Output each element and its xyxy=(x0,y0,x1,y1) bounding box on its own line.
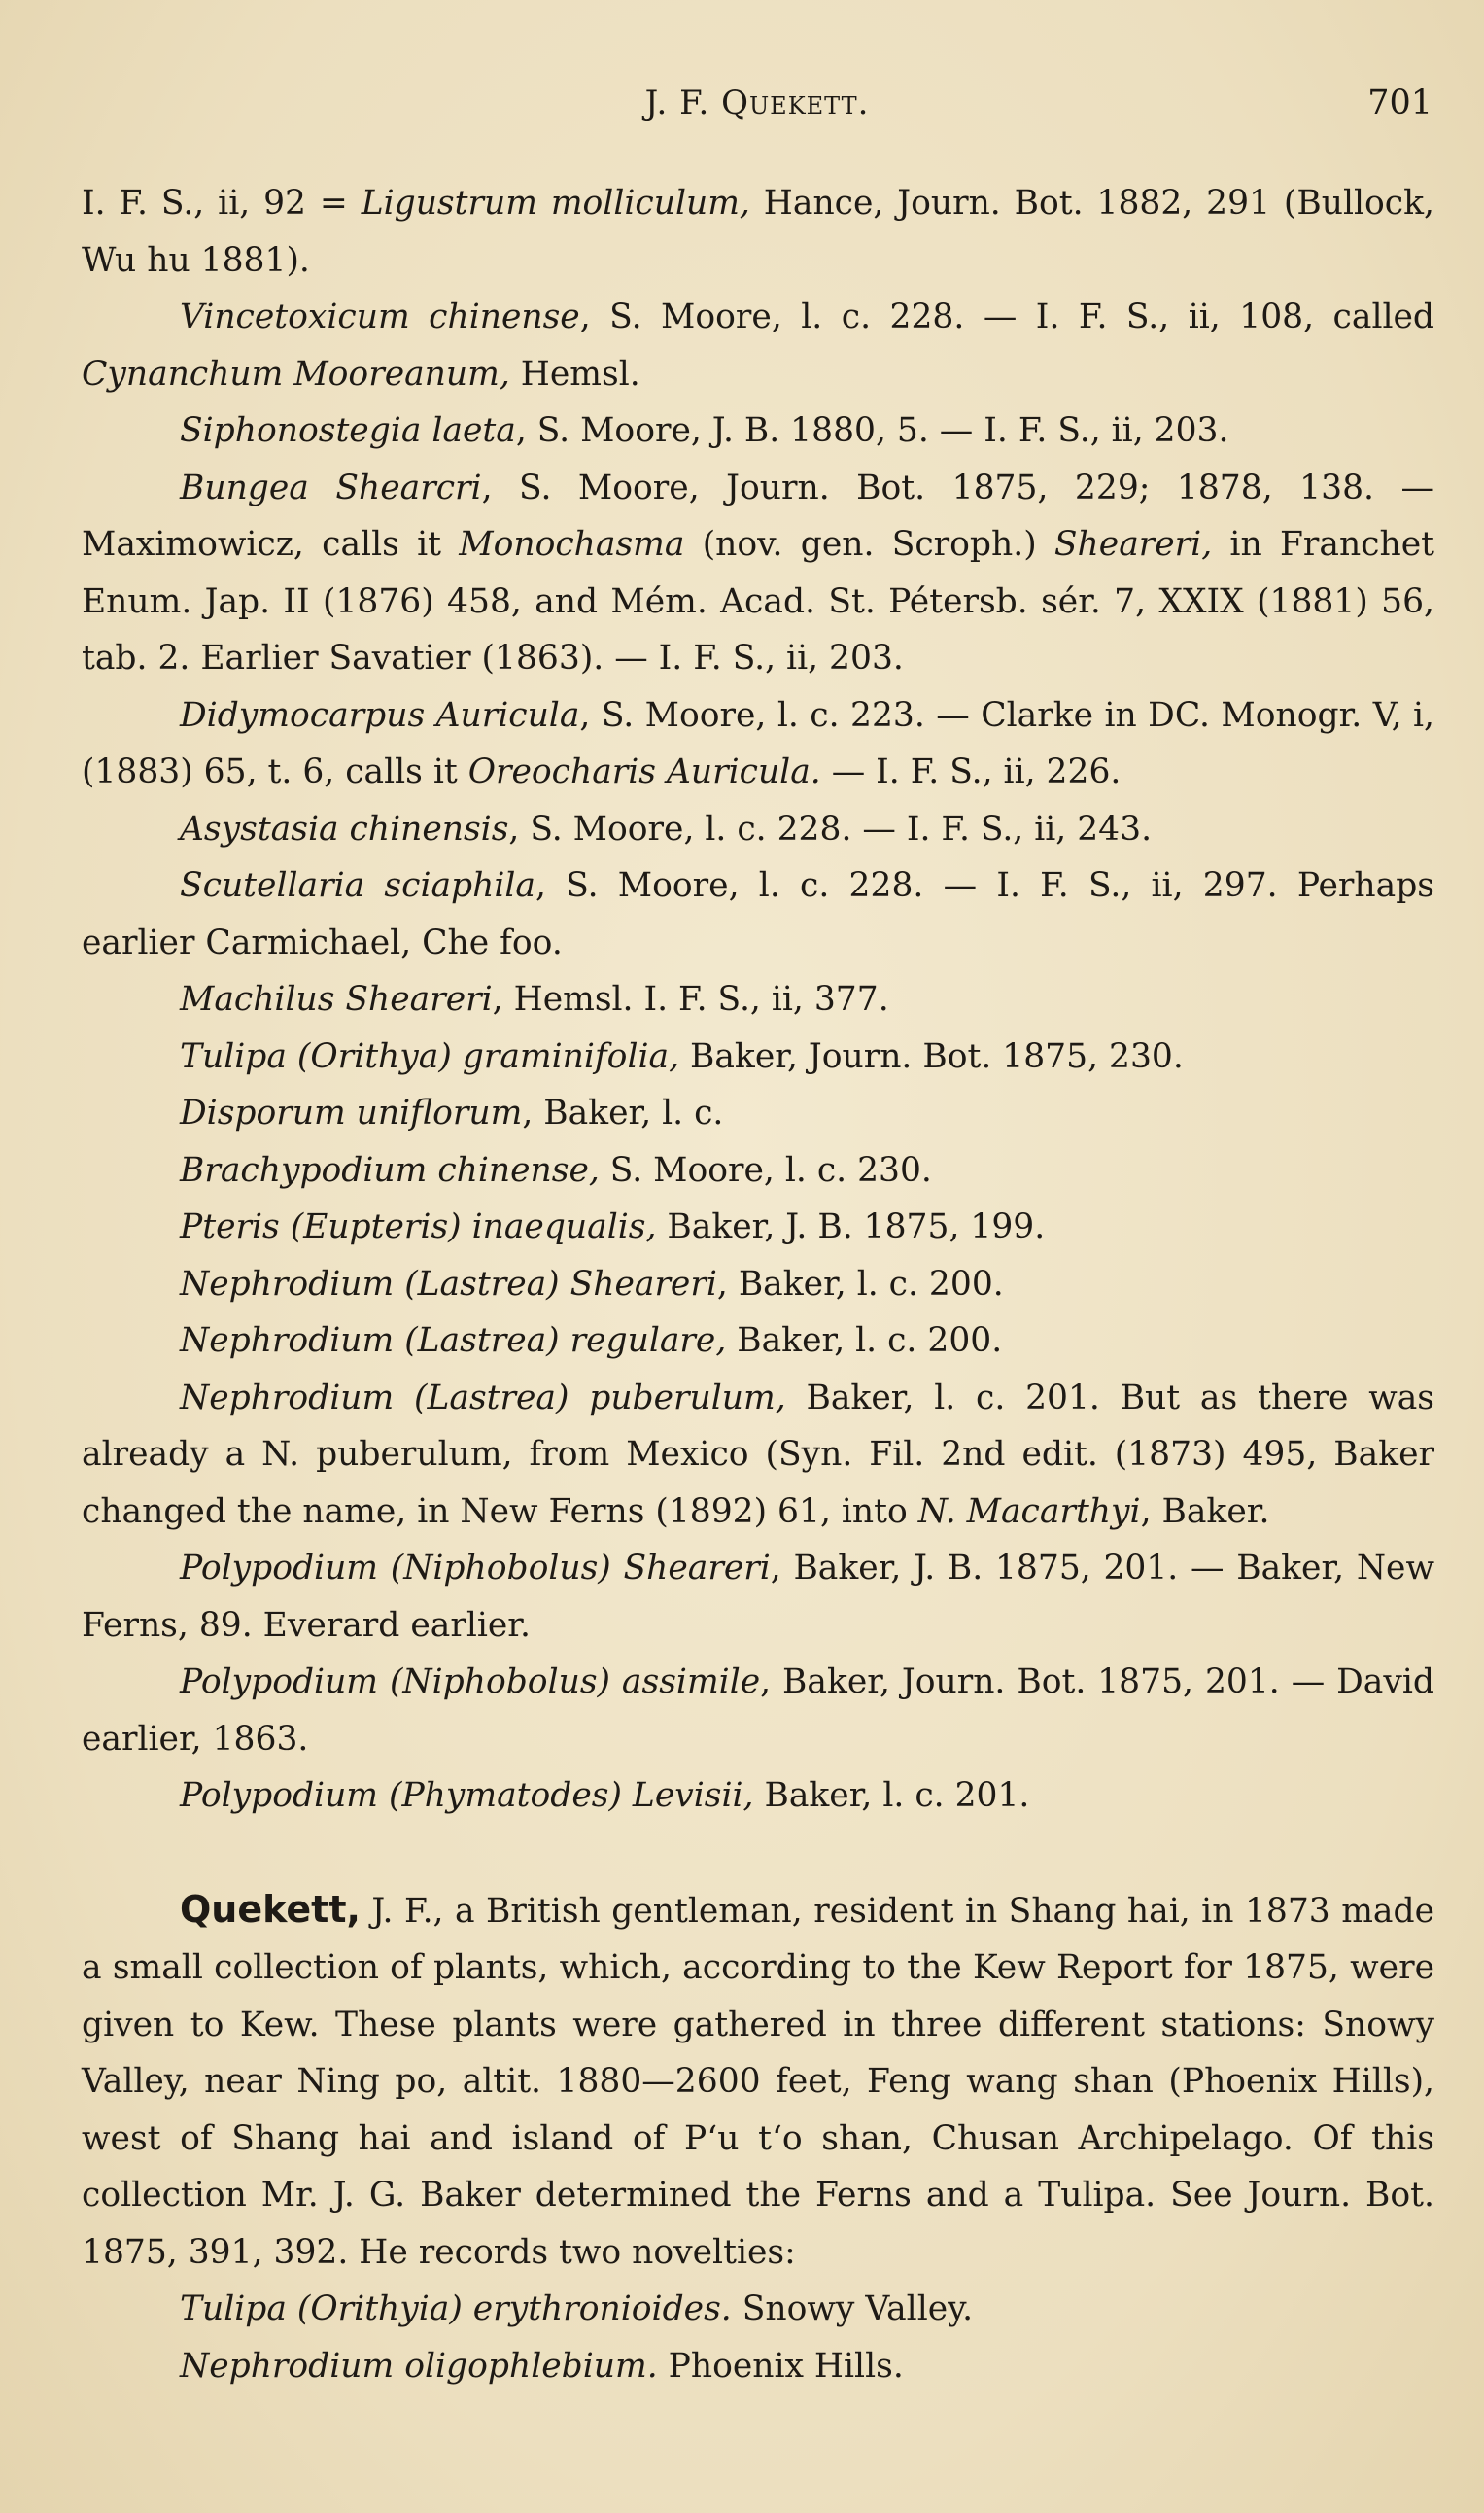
novelty-tulipa: Tulipa (Orithyia) erythronioides. Snowy Valley. xyxy=(180,2289,974,2328)
novelty-nephrodium: Nephrodium oligophlebium. Phoenix Hills. xyxy=(180,2346,904,2386)
entry-machilus: Machilus Sheareri, Hemsl. I. F. S., ii, 377. xyxy=(180,980,889,1019)
entry-bungea: Bungea Shearcri, S. Moore, Journ. Bot. 1875, 229; 1878, 138. — Maximowicz, calls it Monochasma (nov. gen. Scroph.) Sheareri, in Franchet Enum. Jap. II (1876) 458, and Mém. Acad. St. Pétersb. sér. 7, XXIX (1881) 56, tab. 2. Earlier Savatier (1863). — I. F. S., ii, 203. xyxy=(82,468,1434,678)
running-head-text: J. F. Quekett. xyxy=(644,84,870,122)
entry-pteris: Pteris (Eupteris) inaequalis, Baker, J. B. 1875, 199. xyxy=(180,1207,1046,1246)
entry-scutellaria: Scutellaria sciaphila, S. Moore, l. c. 228. — I. F. S., ii, 297. Perhaps earlier Carmichael, Che foo. xyxy=(82,866,1434,962)
biography-paragraph: Quekett, J. F., a British gentleman, resident in Shang hai, in 1873 made a small collection of plants, which, according to the Kew Report for 1875, were given to Kew. These plants were gathered in three different stations: Snowy Valley, near Ning po, altit. 1880—2600 feet, Feng wang shan (Phoenix Hills), west of Shang hai and island of Pʻu tʻo shan, Chusan Archipelago. Of this collection Mr. J. G. Baker determined the Ferns and a Tulipa. See Journ. Bot. 1875, 391, 392. He records two novelties: xyxy=(82,1887,1434,2272)
section-gap xyxy=(82,1825,1434,1881)
entry-nephrodium-regulare: Nephrodium (Lastrea) regulare, Baker, l. c. 200. xyxy=(180,1321,1003,1360)
entry-polypodium-sheareri: Polypodium (Niphobolus) Sheareri, Baker, J. B. 1875, 201. — Baker, New Ferns, 89. Everard earlier. xyxy=(82,1549,1434,1645)
entry-disporum: Disporum uniflorum, Baker, l. c. xyxy=(180,1094,724,1133)
entry-nephrodium-puberulum: Nephrodium (Lastrea) puberulum, Baker, l. c. 201. But as there was already a N. puberulum, from Mexico (Syn. Fil. 2nd edit. (1873) 495, Baker changed the name, in New Ferns (1892) 61, into N. Macarthyi, Baker. xyxy=(82,1378,1434,1531)
page-header xyxy=(82,84,1432,132)
entry-asystasia: Asystasia chinensis, S. Moore, l. c. 228. — I. F. S., ii, 243. xyxy=(180,809,1153,849)
entry-siphonostegia: Siphonostegia laeta, S. Moore, J. B. 1880, 5. — I. F. S., ii, 203. xyxy=(180,411,1229,450)
entry-brachypodium: Brachypodium chinense, S. Moore, l. c. 230. xyxy=(180,1150,932,1190)
entry-ligustrum: I. F. S., ii, 92 = Ligustrum molliculum, Hance, Journ. Bot. 1882, 291 (Bullock, Wu hu 1881). xyxy=(82,184,1434,280)
entry-tulipa-graminifolia: Tulipa (Orithya) graminifolia, Baker, Journ. Bot. 1875, 230. xyxy=(180,1036,1184,1076)
entry-polypodium-levisii: Polypodium (Phymatodes) Levisii, Baker, l. c. 201. xyxy=(180,1776,1030,1815)
entry-polypodium-assimile: Polypodium (Niphobolus) assimile, Baker, Journ. Bot. 1875, 201. — David earlier, 1863. xyxy=(82,1662,1434,1759)
entry-vincetoxicum: Vincetoxicum chinense, S. Moore, l. c. 228. — I. F. S., ii, 108, called Cynanchum Mooreanum, Hemsl. xyxy=(82,297,1435,394)
page-number: 701 xyxy=(1367,84,1432,122)
page-body xyxy=(82,175,1434,2394)
entry-nephrodium-sheareri: Nephrodium (Lastrea) Sheareri, Baker, l. c. 200. xyxy=(180,1264,1004,1304)
entry-didymocarpus: Didymocarpus Auricula, S. Moore, l. c. 223. — Clarke in DC. Monogr. V, i, (1883) 65, t. 6, calls it Oreocharis Auricula. — I. F. S., ii, 226. xyxy=(82,695,1434,791)
running-head xyxy=(82,84,1432,122)
biography-name: Quekett, xyxy=(180,1887,361,1931)
